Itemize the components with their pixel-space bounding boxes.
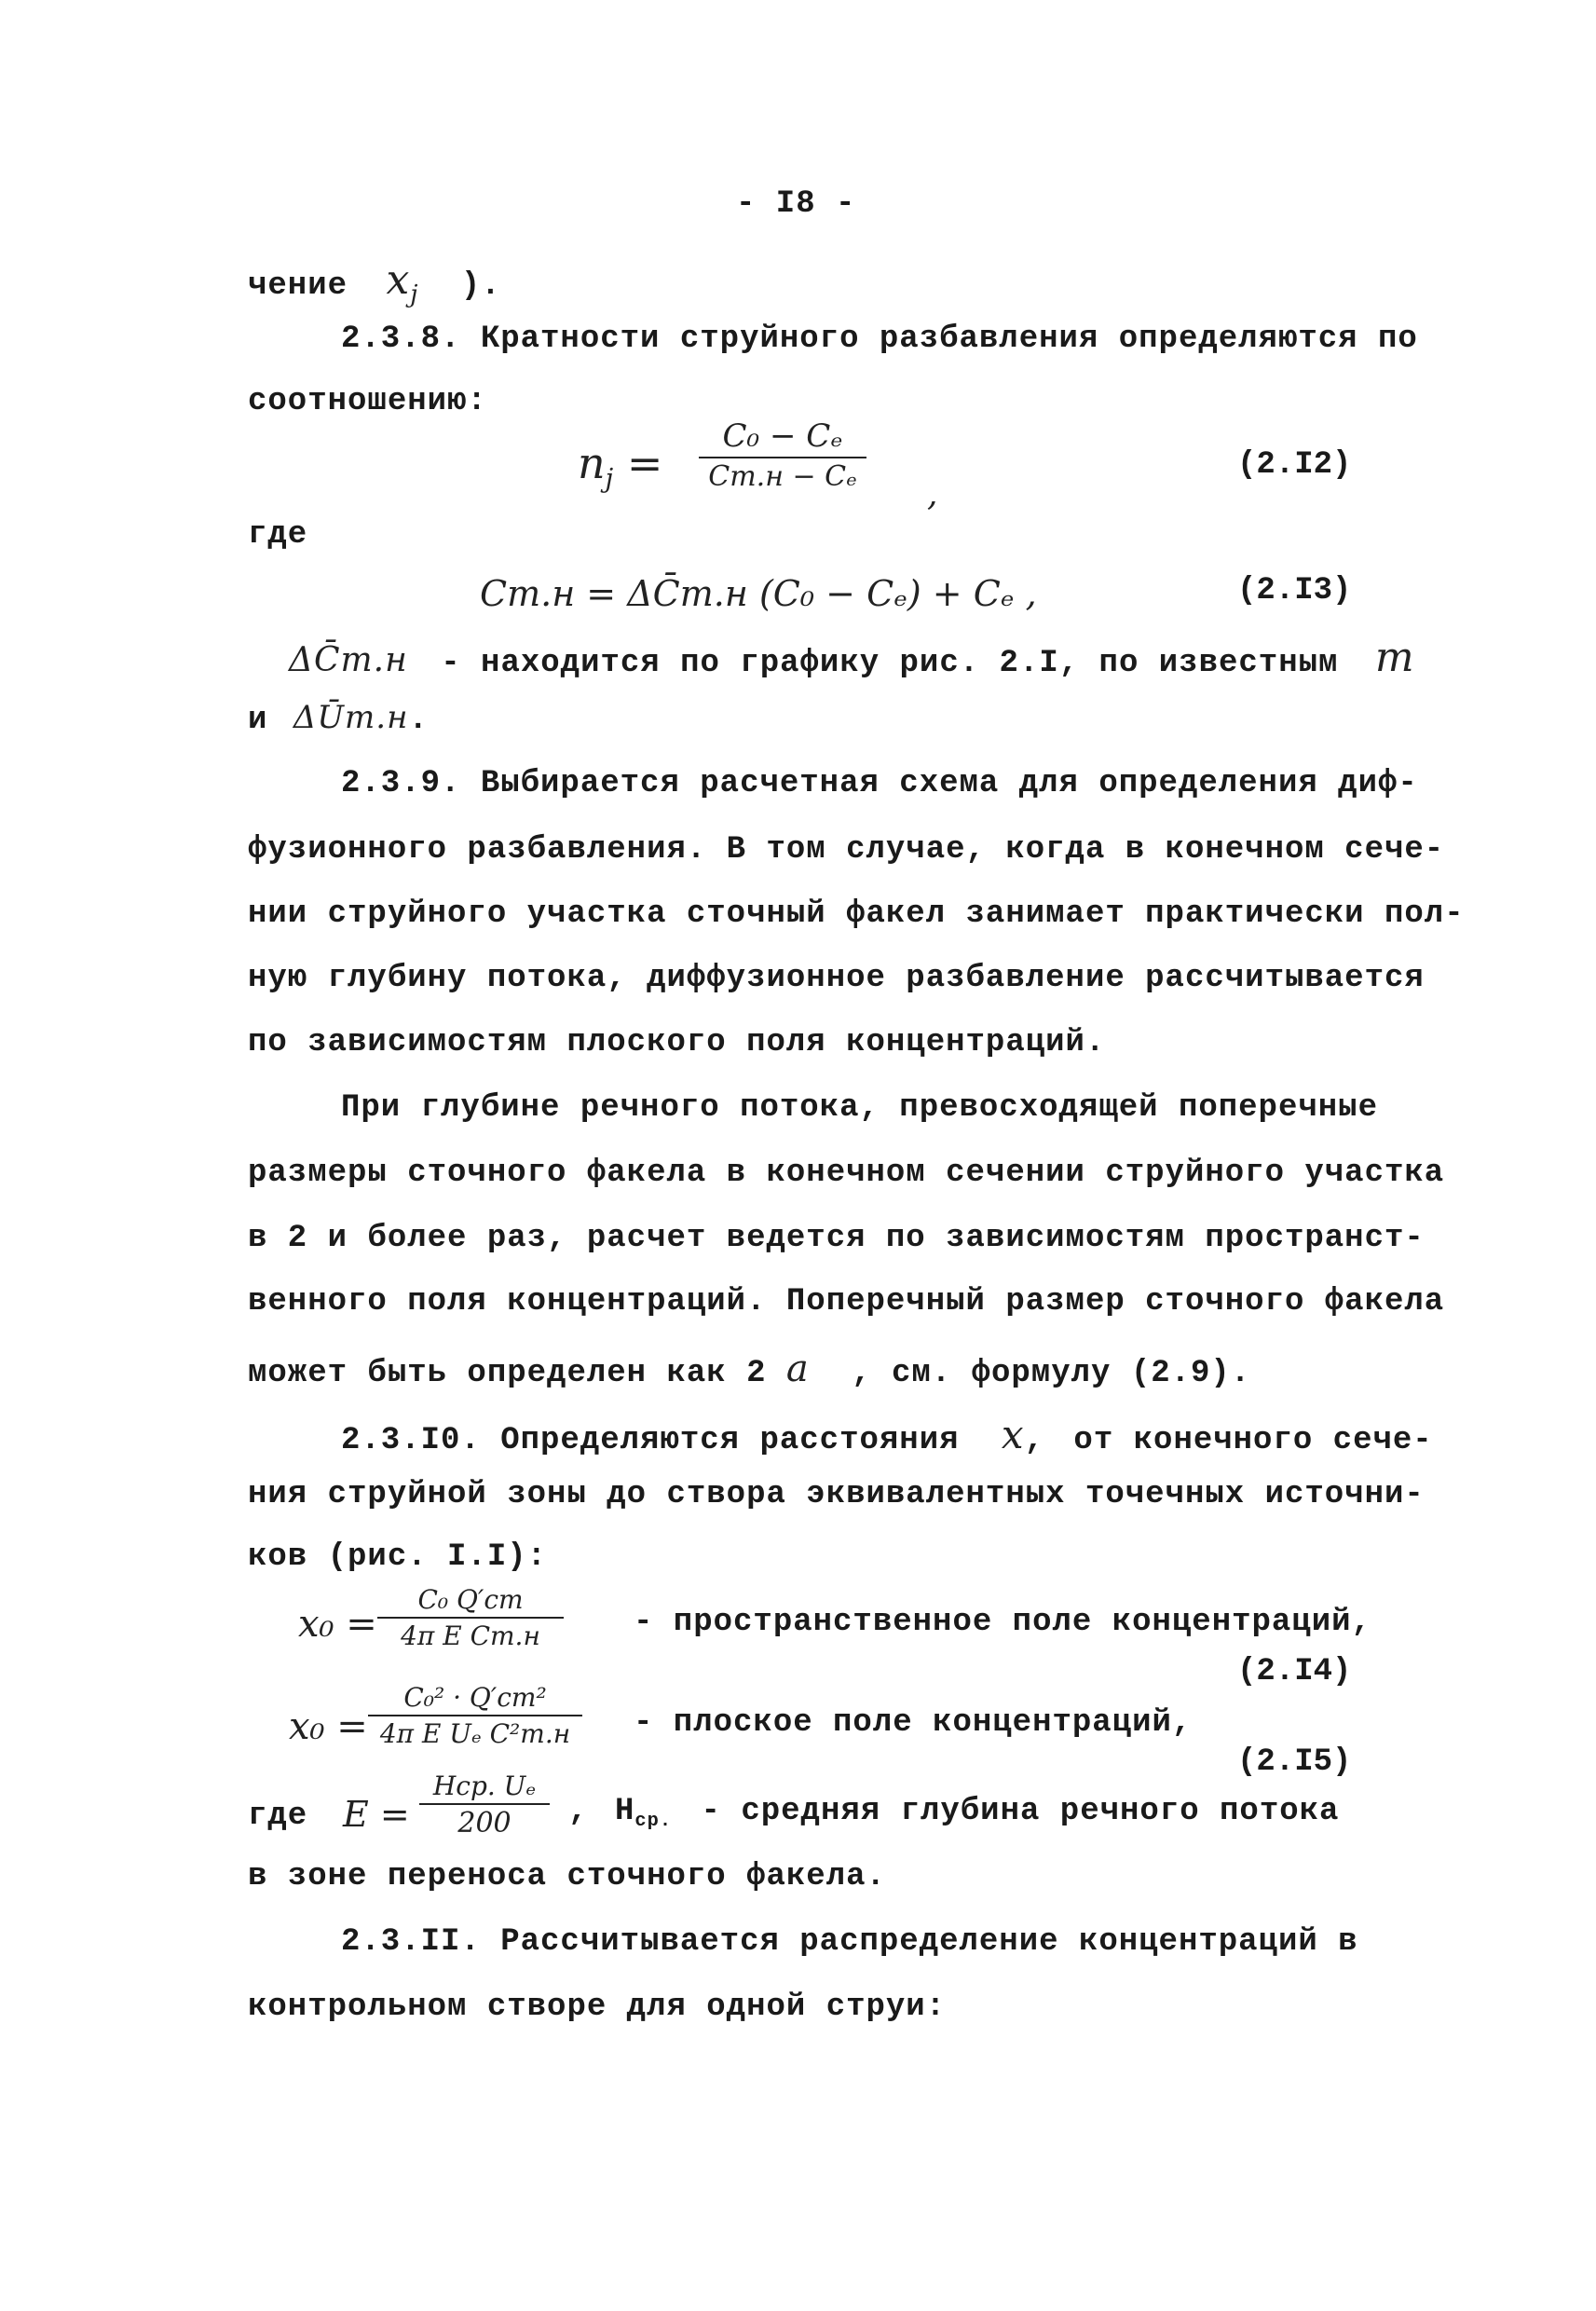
paragraph-continuation bbox=[248, 256, 501, 308]
section-2-3-8-line2: соотношению: bbox=[248, 384, 487, 419]
eps-comma: , bbox=[568, 1794, 589, 1829]
gde-2: где bbox=[248, 1798, 308, 1834]
paragraph-glubina-line4: венного поля концентраций. Поперечный размер сточного факела bbox=[248, 1284, 1445, 1320]
text-ot-konechnogo: от конечного сече- bbox=[1073, 1423, 1433, 1458]
eq-2-15-bar bbox=[368, 1715, 582, 1716]
eq-2-14-denominator: 4π E Cm.н bbox=[401, 1620, 540, 1651]
eq-2-13-expression: Cm.н = ΔC̄m.н (C₀ − Cₑ) + Cₑ , bbox=[480, 573, 1037, 614]
eq-2-14-number: (2.I4) bbox=[1237, 1654, 1352, 1689]
var-delta-c-mn: ΔC̄m.н bbox=[289, 641, 408, 679]
page-number: - I8 - bbox=[736, 186, 856, 222]
var-a: a bbox=[785, 1347, 810, 1390]
gde-2-line2: в зоне переноса сточного факела. bbox=[248, 1859, 886, 1894]
section-2-3-9-line2: фузионного разбавления. В том случае, когда в конечном сече- bbox=[248, 832, 1445, 868]
eq-2-14-lhs: x₀ = bbox=[298, 1603, 377, 1646]
eq-2-15-numerator: C₀² · Q′cm² bbox=[403, 1682, 547, 1713]
var-h: H bbox=[615, 1794, 635, 1829]
text-opredelyayutsya: 2.3.I0. Определяются расстояния bbox=[341, 1423, 960, 1458]
text-chenie: чение bbox=[248, 268, 348, 304]
var-m: m bbox=[1374, 634, 1415, 681]
eq-2-12-bar bbox=[699, 457, 866, 458]
eq-2-14-description: - пространственное поле концентраций, bbox=[634, 1605, 1371, 1640]
eq-2-15-description: - плоское поле концентраций, bbox=[634, 1705, 1193, 1741]
section-2-3-9-line1: 2.3.9. Выбирается расчетная схема для определения диф- bbox=[341, 766, 1418, 801]
paragraph-glubina-line2: размеры сточного факела в конечном сечении струйного участка bbox=[248, 1156, 1445, 1191]
eq-2-12-fraction bbox=[699, 417, 866, 493]
paragraph-delta-c bbox=[289, 634, 1415, 681]
gde-2-text bbox=[615, 1794, 1339, 1832]
section-2-3-9-line5: по зависимостям плоского поля концентраций. bbox=[248, 1025, 1106, 1060]
text-nahoditsya: - находится по графику рис. 2.I, по известным bbox=[441, 646, 1339, 681]
eq-2-12-numerator: C₀ − Cₑ bbox=[722, 417, 843, 455]
section-2-3-10-line3: ков (рис. I.I): bbox=[248, 1539, 548, 1575]
var-x: x bbox=[1001, 1412, 1025, 1457]
eps-lhs: E = bbox=[343, 1794, 410, 1835]
section-2-3-9-line3: нии струйного участка сточный факел занимает практически пол- bbox=[248, 896, 1465, 932]
eq-2-12-comma: , bbox=[927, 475, 938, 513]
text-paren: ). bbox=[460, 268, 501, 304]
paragraph-glubina-line5 bbox=[248, 1347, 1250, 1391]
eq-2-13-number: (2.I3) bbox=[1237, 573, 1352, 609]
section-2-3-10-line1: 2.3.I0. Определяются расстояния x, от конечного сече- bbox=[341, 1412, 1433, 1458]
var-delta-u-mn: ΔŪm.н bbox=[293, 699, 409, 736]
section-2-3-8-line1: 2.3.8. Кратности струйного разбавления определяются по bbox=[341, 321, 1418, 357]
eq-2-12-number: (2.I2) bbox=[1237, 447, 1352, 483]
paragraph-delta-u bbox=[248, 699, 429, 738]
text-i: и bbox=[248, 703, 268, 738]
eq-2-12-lhs: $n_j$ = bbox=[578, 438, 663, 494]
eq-2-15-denominator: 4π E Uₑ C²m.н bbox=[379, 1718, 571, 1749]
eps-bar bbox=[419, 1803, 550, 1805]
text-srednyaya-glubina: - средняя глубина речного потока bbox=[701, 1794, 1340, 1829]
gde-1: где bbox=[248, 517, 308, 553]
eq-2-14-fraction bbox=[377, 1584, 564, 1651]
text-mozhet: может быть определен как 2 bbox=[248, 1356, 767, 1391]
text-dot: . bbox=[408, 703, 429, 738]
eq-2-12-denominator: Cm.н − Cₑ bbox=[708, 460, 857, 493]
section-2-3-11-line1: 2.3.II. Рассчитывается распределение концентраций в bbox=[341, 1924, 1358, 1960]
var-h-sub: ср. bbox=[634, 1811, 673, 1833]
paragraph-glubina-line1: При глубине речного потока, превосходящей поперечные bbox=[341, 1090, 1378, 1126]
eq-2-15-lhs: x₀ = bbox=[289, 1705, 368, 1748]
text-sm-formulu: , см. формулу (2.9). bbox=[852, 1356, 1251, 1391]
eps-denominator: 200 bbox=[457, 1807, 512, 1839]
paragraph-glubina-line3: в 2 и более раз, расчет ведется по зависимостям пространст- bbox=[248, 1221, 1425, 1256]
eq-2-14-bar bbox=[377, 1617, 564, 1619]
section-2-3-9-line4: ную глубину потока, диффузионное разбавление рассчитывается bbox=[248, 961, 1425, 996]
section-2-3-11-line2: контрольном створе для одной струи: bbox=[248, 1990, 947, 2025]
section-2-3-10-line2: ния струйной зоны до створа эквивалентных точечных источни- bbox=[248, 1477, 1425, 1512]
eq-2-15-fraction bbox=[368, 1682, 582, 1749]
eps-fraction bbox=[419, 1771, 550, 1839]
var-x-j: $x_j$ bbox=[386, 256, 419, 309]
eq-2-14-numerator: C₀ Q′cm bbox=[417, 1584, 524, 1615]
eq-2-15-number: (2.I5) bbox=[1237, 1744, 1352, 1780]
eps-numerator: Hср. Uₑ bbox=[432, 1771, 537, 1801]
